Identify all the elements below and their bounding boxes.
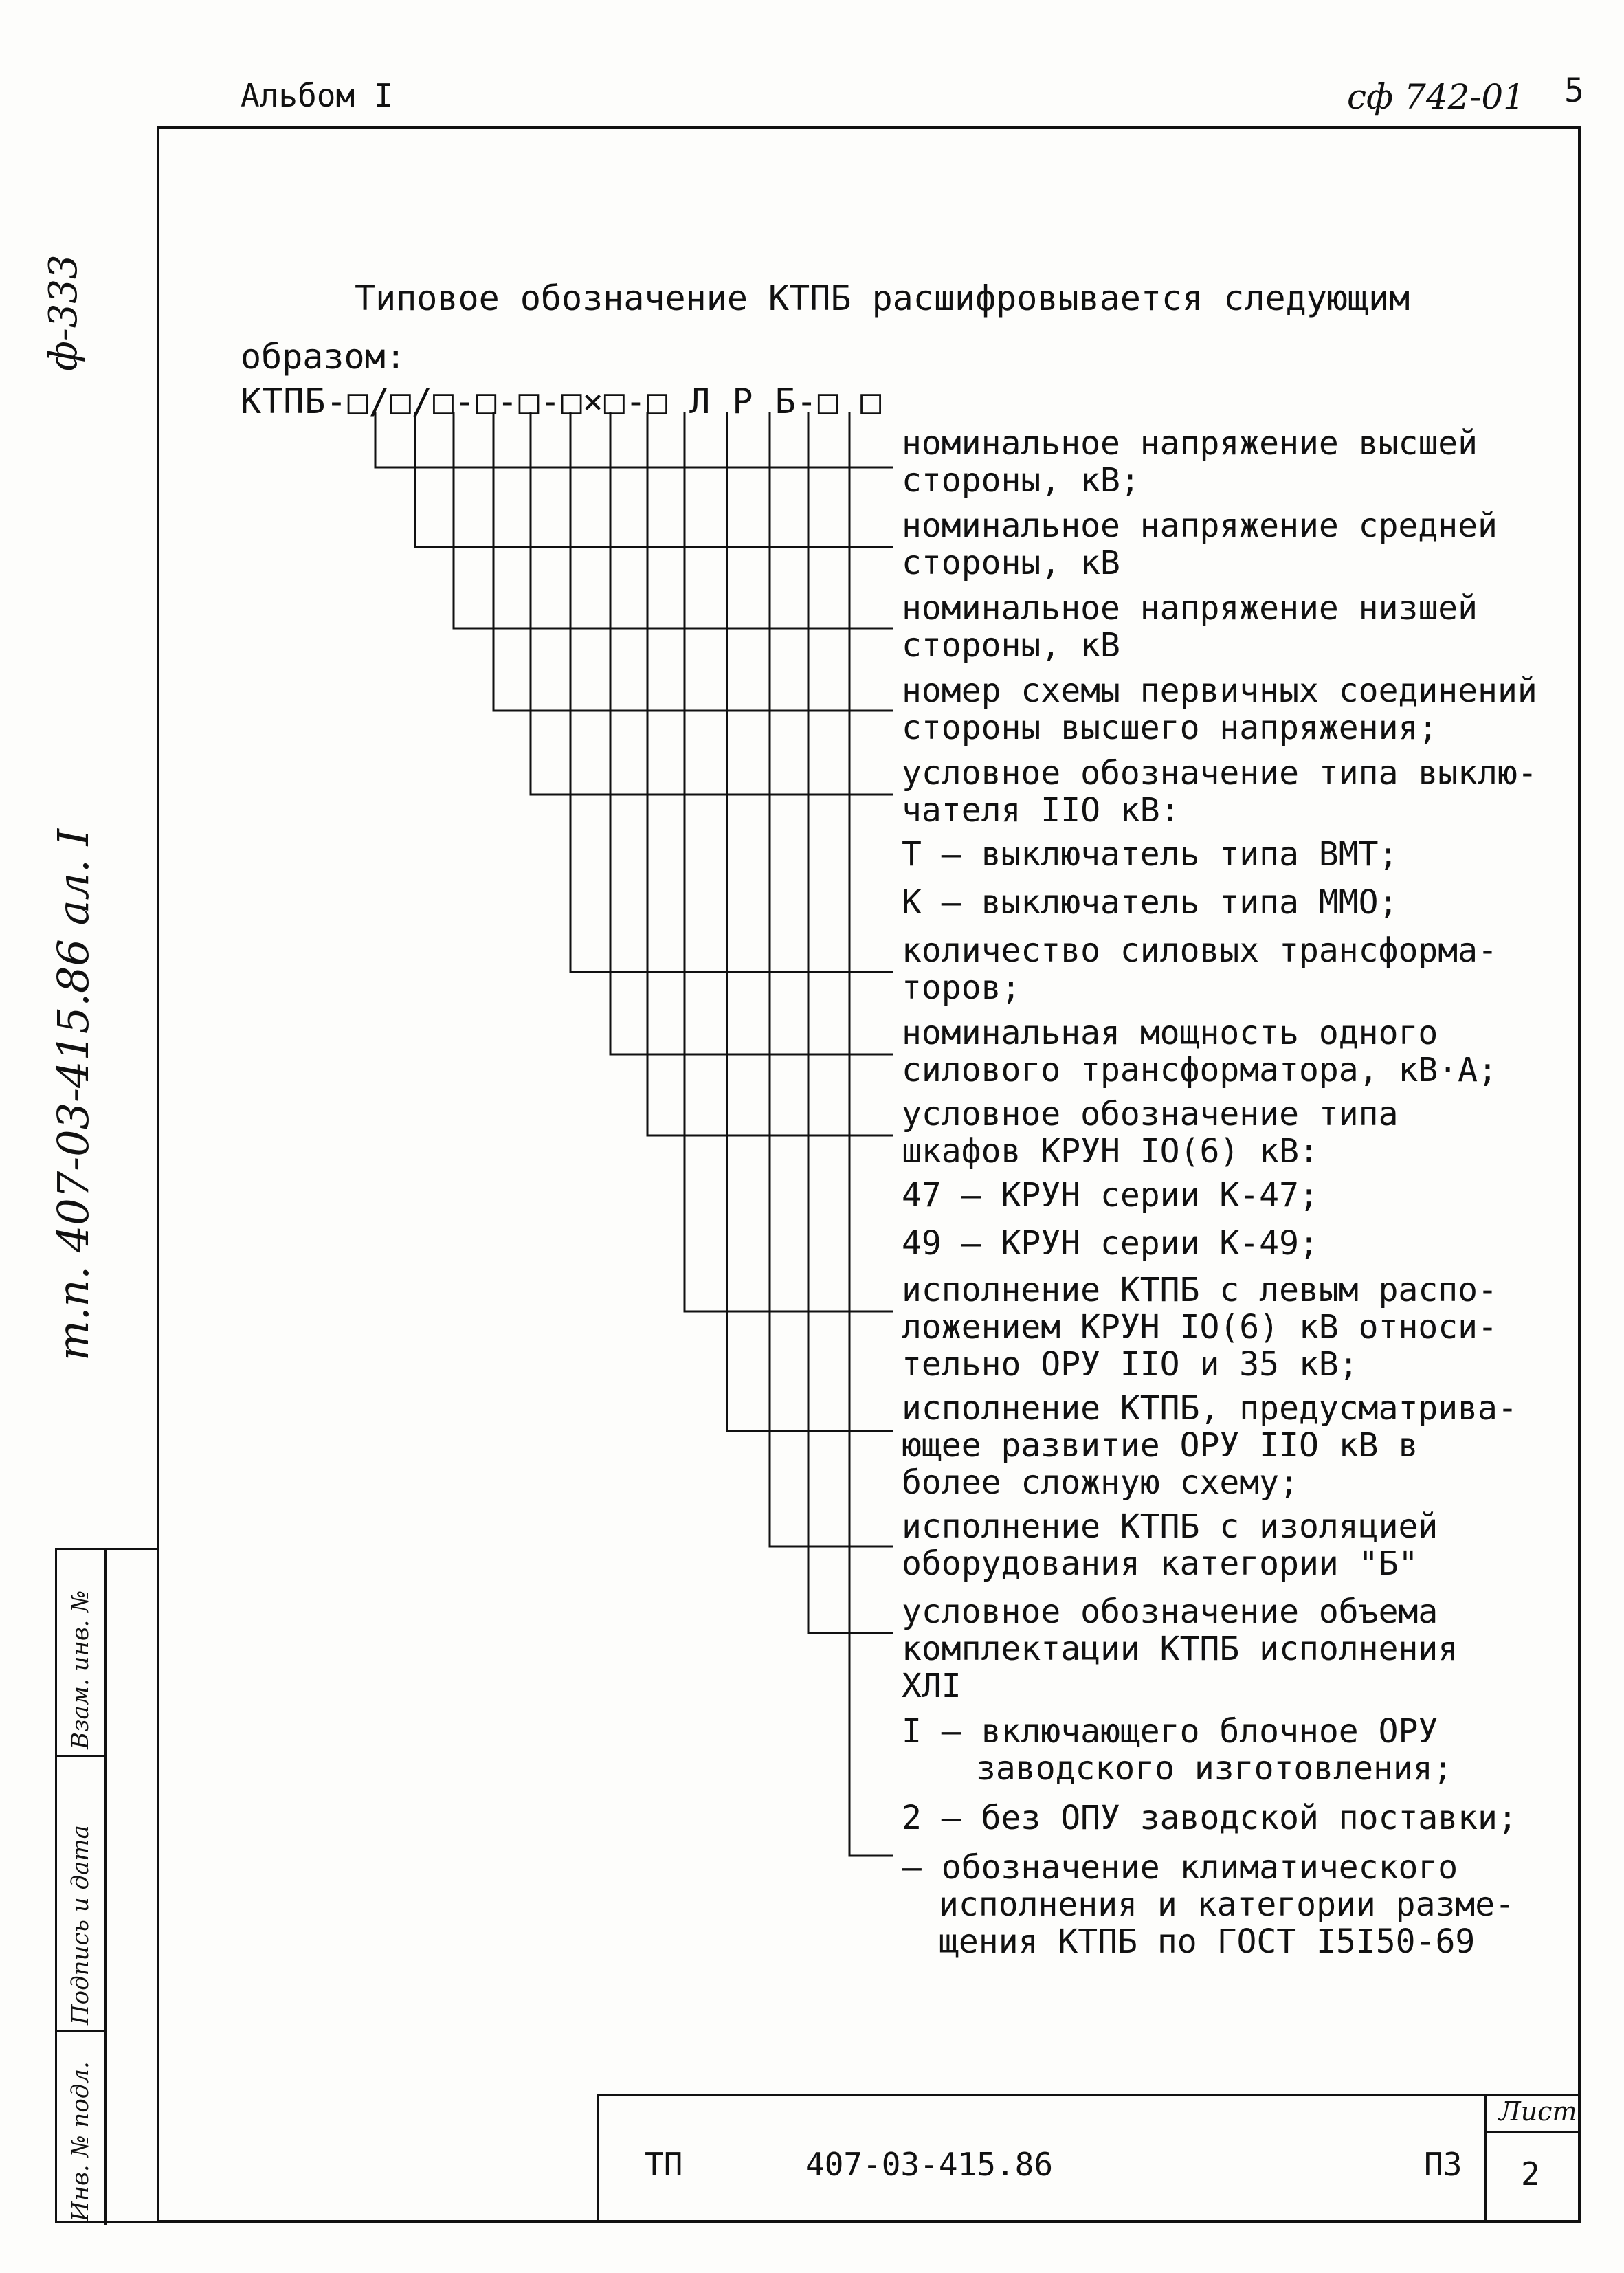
desc-line: условное обозначение типа bbox=[902, 1095, 1399, 1133]
intro-line-1: Типовое обозначение КТПБ расшифровывается следующим bbox=[355, 278, 1410, 318]
desc-transformer-count bbox=[902, 932, 1498, 1006]
desc-line: условное обозначение объема bbox=[902, 1593, 1438, 1631]
desc-line: исполнение КТПБ с левым распо- bbox=[902, 1271, 1498, 1309]
tree-connector bbox=[727, 412, 893, 1431]
desc-line: шкафов КРУН IO(6) кВ: bbox=[902, 1132, 1319, 1171]
document-code: сф 742-01 bbox=[1347, 77, 1525, 117]
title-block-section: ПЗ bbox=[1424, 2146, 1462, 2183]
desc-cabinet-type bbox=[902, 1096, 1398, 1170]
form-number: ф-333 bbox=[41, 254, 86, 371]
desc-line: стороны высшего напряжения; bbox=[902, 709, 1438, 747]
desc-line: – обозначение климатического bbox=[902, 1848, 1458, 1887]
desc-line: силового трансформатора, кВ·А; bbox=[902, 1051, 1498, 1089]
desc-line: исполнения и категории разме- bbox=[939, 1885, 1515, 1924]
album-label: Альбом I bbox=[241, 77, 393, 114]
desc-left-layout bbox=[902, 1272, 1498, 1383]
desc-switch-type bbox=[902, 755, 1537, 829]
desc-line: стороны, кВ bbox=[902, 544, 1120, 582]
desc-climate bbox=[902, 1849, 1515, 1960]
desc-line: ХЛI bbox=[902, 1667, 961, 1705]
desc-line: оборудования категории "Б" bbox=[902, 1544, 1419, 1583]
desc-sub-k: К – выключатель типа ММО; bbox=[902, 883, 1399, 922]
desc-line: условное обозначение типа выклю- bbox=[902, 754, 1537, 792]
tree-connector bbox=[415, 412, 893, 547]
desc-scheme-number bbox=[902, 672, 1537, 746]
desc-line: более сложную схему; bbox=[902, 1463, 1299, 1502]
desc-line: номинальное напряжение низшей bbox=[902, 589, 1478, 628]
tree-connector bbox=[808, 412, 893, 1633]
desc-line: стороны, кВ; bbox=[902, 461, 1140, 500]
sheet-label: Лист bbox=[1499, 2096, 1577, 2127]
tree-connector bbox=[531, 412, 893, 795]
stamp-label-replace: Взам. инв. № bbox=[67, 1590, 94, 1749]
tree-connector bbox=[610, 412, 893, 1054]
desc-lv-voltage bbox=[902, 590, 1478, 664]
desc-sub-49: 49 – КРУН серии К-49; bbox=[902, 1224, 1319, 1263]
desc-line: ложением КРУН IO(6) кВ относи- bbox=[902, 1308, 1498, 1346]
page-number: 5 bbox=[1564, 71, 1584, 110]
desc-insulation bbox=[902, 1508, 1438, 1582]
title-block bbox=[597, 2094, 1581, 2223]
desc-hv-voltage bbox=[902, 425, 1478, 499]
desc-line: чателя IIO кВ: bbox=[902, 791, 1180, 830]
desc-line: исполнение КТПБ с изоляцией bbox=[902, 1507, 1438, 1546]
desc-line: номинальная мощность одного bbox=[902, 1014, 1438, 1052]
title-block-number: 407-03-415.86 bbox=[805, 2146, 1054, 2183]
project-number: т.п. 407-03-415.86 ал. I bbox=[48, 829, 98, 1361]
desc-sub-2: 2 – без ОПУ заводской поставки; bbox=[902, 1799, 1517, 1837]
desc-line: номинальное напряжение средней bbox=[902, 507, 1498, 545]
desc-expansion bbox=[902, 1390, 1517, 1501]
desc-line: количество силовых трансформа- bbox=[902, 931, 1498, 970]
desc-line: номер схемы первичных соединений bbox=[902, 672, 1537, 710]
stamp-label-signature: Подпись и дата bbox=[67, 1825, 94, 2025]
intro-line-2: образом: bbox=[241, 337, 406, 377]
desc-mv-voltage bbox=[902, 507, 1498, 581]
sheet-box bbox=[1484, 2094, 1581, 2223]
desc-line: номинальное напряжение высшей bbox=[902, 424, 1478, 463]
desc-line: торов; bbox=[902, 968, 1021, 1007]
stamp-label-inventory: Инв. № подл. bbox=[67, 2061, 94, 2221]
desc-line: ющее развитие ОРУ IIO кВ в bbox=[902, 1426, 1419, 1465]
desc-sub-1: I – включающего блочное ОРУ bbox=[902, 1712, 1438, 1751]
desc-line: щения КТПБ по ГОСТ I5I50-69 bbox=[939, 1922, 1476, 1961]
tree-connector bbox=[454, 412, 893, 628]
title-block-tp: ТП bbox=[645, 2146, 683, 2183]
desc-sub-t: Т – выключатель типа ВМТ; bbox=[902, 835, 1399, 874]
designation-formula: КТПБ-□/□/□-□-□-□×□-□ Л Р Б-□ □ bbox=[241, 381, 882, 421]
desc-transformer-power bbox=[902, 1014, 1498, 1089]
desc-sub-1-cont: заводского изготовления; bbox=[976, 1749, 1453, 1788]
desc-line: стороны, кВ bbox=[902, 626, 1120, 665]
tree-connector bbox=[493, 412, 893, 711]
desc-sub-47: 47 – КРУН серии К-47; bbox=[902, 1176, 1319, 1215]
tree-connector bbox=[570, 412, 893, 972]
desc-line: комплектации КТПБ исполнения bbox=[902, 1630, 1458, 1668]
sheet-number: 2 bbox=[1521, 2155, 1540, 2193]
desc-line: исполнение КТПБ, предусматрива- bbox=[902, 1389, 1517, 1428]
tree-connector bbox=[770, 412, 893, 1546]
desc-scope bbox=[902, 1593, 1458, 1705]
desc-line: тельно ОРУ IIO и 35 кВ; bbox=[902, 1345, 1359, 1384]
